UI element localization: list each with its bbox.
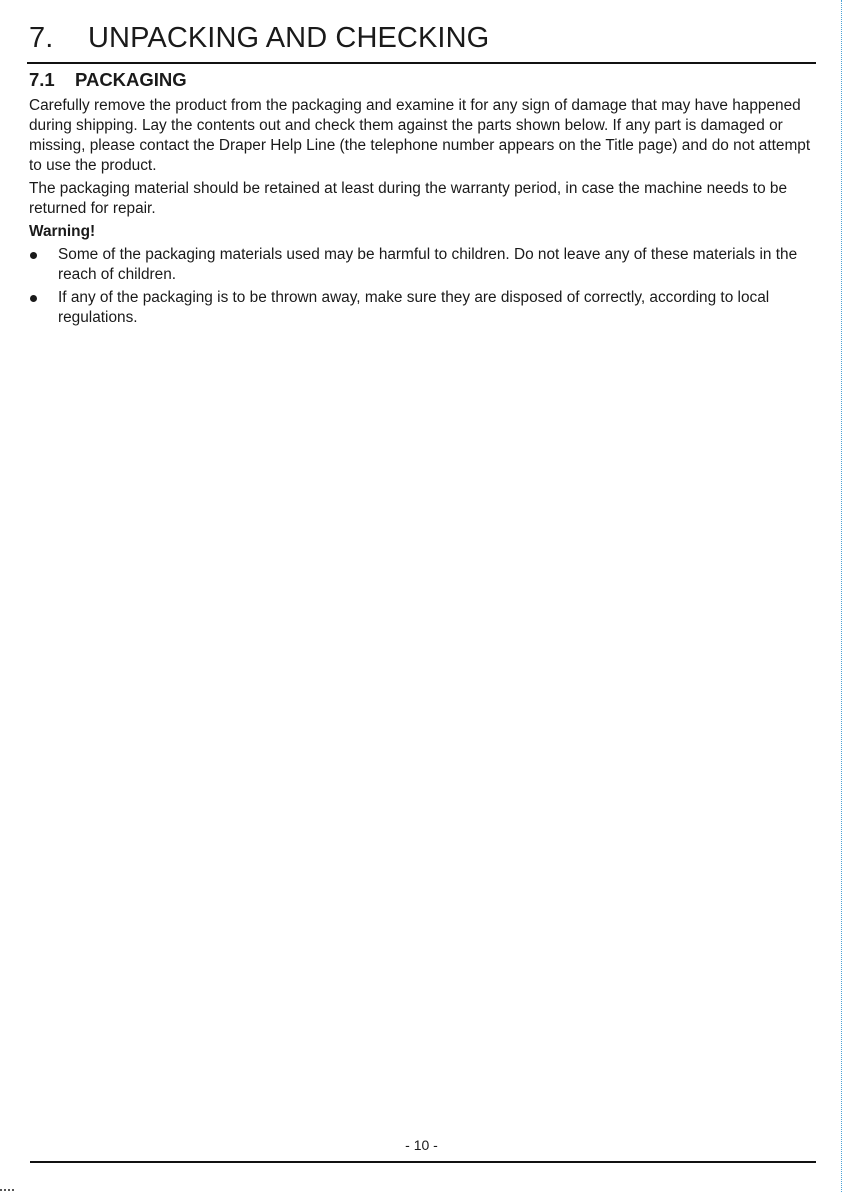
bullet-icon xyxy=(30,252,37,259)
section-title: PACKAGING xyxy=(75,69,187,90)
section-heading xyxy=(29,69,187,91)
warning-label: Warning! xyxy=(29,223,96,240)
warning-item xyxy=(29,245,819,285)
chapter-heading xyxy=(29,22,489,55)
paragraph-retention: The packaging material should be retained at least during the warranty period, in case the machine needs to be returned for repair. xyxy=(29,180,788,217)
page-number: - 10 - xyxy=(405,1137,438,1153)
paragraph-inspection: Carefully remove the product from the packaging and examine it for any sign of damage that may have happened during shipping. Lay the contents out and check them against the parts shown below. If any part is damaged or missing, please contact the Draper Help Line (the telephone number appears on the Title page) and do not attempt to use the product. xyxy=(29,97,811,174)
warning-list xyxy=(29,245,819,328)
warning-item-text: Some of the packaging materials used may be harmful to children. Do not leave any of these materials in the reach of children. xyxy=(58,246,798,283)
chapter-title: UNPACKING AND CHECKING xyxy=(88,22,490,54)
bullet-icon xyxy=(30,295,37,302)
section-body xyxy=(29,96,819,331)
heading-divider xyxy=(27,62,816,64)
footer-divider xyxy=(30,1161,816,1163)
chapter-number: 7. xyxy=(29,22,54,54)
page-corner-mark xyxy=(0,1189,14,1191)
section-number: 7.1 xyxy=(29,69,55,90)
page-edge-line xyxy=(841,0,842,1192)
warning-item-text: If any of the packaging is to be thrown away, make sure they are disposed of correctly, according to local regulations. xyxy=(58,289,770,326)
warning-item xyxy=(29,288,819,328)
